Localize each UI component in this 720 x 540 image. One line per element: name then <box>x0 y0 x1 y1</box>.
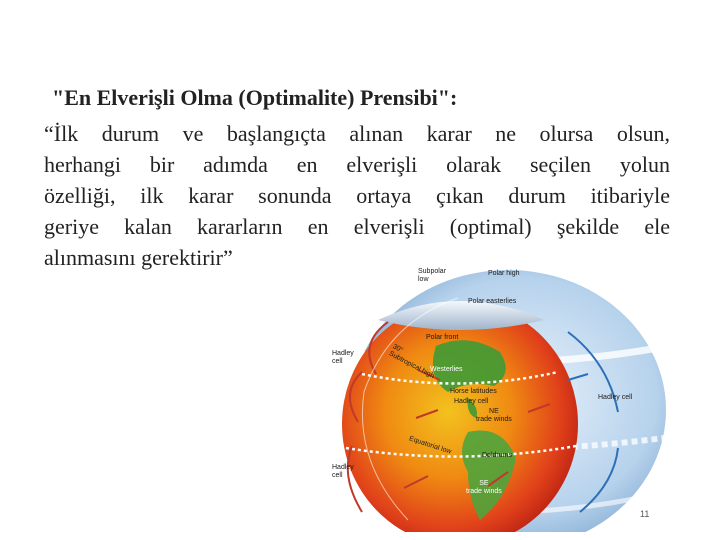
label-hadley-cell-inner: Hadley cell <box>454 398 489 405</box>
label-polar-front: Polar front <box>426 334 459 341</box>
label-subtropical-high: 30° Subtropical high <box>387 343 436 380</box>
label-horse-latitudes: Horse latitudes <box>450 388 497 395</box>
label-doldrums: Doldrums <box>482 452 512 459</box>
label-se-trade-winds: SE trade winds <box>466 480 502 495</box>
body-line-1: “İlk durum ve başlangıçta alınan karar ne olursa olsun, <box>44 121 670 146</box>
body-line-5: alınmasını gerektirir” <box>44 245 233 270</box>
page-number: 11 <box>640 509 650 519</box>
label-polar-high: Polar high <box>488 270 520 277</box>
label-subpolar-low: Subpolar low <box>418 268 447 283</box>
label-hadley-cell-right: Hadley cell <box>598 394 633 401</box>
label-hadley-cell-left-bottom: Hadley cell <box>332 464 354 479</box>
body-line-2: herhangi bir adımda en elverişli olarak seçilen yolun <box>44 152 670 177</box>
slide-body <box>44 118 670 273</box>
label-polar-easterlies: Polar easterlies <box>468 298 517 305</box>
label-ne-trade-winds: NE trade winds <box>476 408 512 423</box>
label-hadley-cell-left-top: Hadley cell <box>332 350 354 365</box>
label-equatorial-low: Equatorial low <box>408 435 453 456</box>
atmospheric-circulation-figure <box>318 262 678 532</box>
body-line-4: geriye kalan kararların en elverişli (optimal) şekilde ele <box>44 214 670 239</box>
slide-title: "En Elverişli Olma (Optimalite) Prensibi": <box>52 85 458 110</box>
body-line-3: özelliği, ilk karar sonunda ortaya çıkan durum itibariyle <box>44 183 670 208</box>
label-westerlies: Westerlies <box>430 366 463 373</box>
